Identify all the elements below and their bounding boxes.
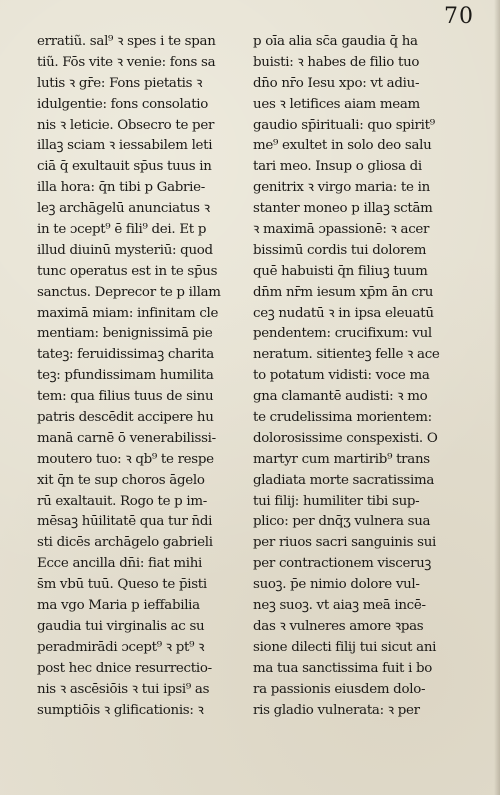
text-line: tateꝫ: feruidissimaꝫ charita [37, 347, 214, 363]
text-line: tem: qua filius tuus de sinu [37, 389, 214, 405]
text-line: sanctus. Deprecor te p illam [37, 284, 221, 300]
text-line: dn̄o nr̄o Iesu xpo: vt adiu- [253, 75, 420, 91]
text-line: to potatum vidisti: voce ma [253, 368, 430, 384]
text-line: gladiata morte sacratissima [253, 472, 435, 488]
text-line: per riuos sacri sanguinis sui [253, 535, 437, 551]
text-line: illa hora: q̄n tibi p Gabrie- [37, 180, 205, 196]
text-line: manā carnē ō venerabilissi- [37, 430, 216, 446]
text-line: ma vgo Maria p ieffabilia [37, 598, 200, 614]
text-line: teꝫ: pfundissimam humilita [37, 368, 214, 384]
text-line: illaꝫ sciam ꝛ iessabilem leti [37, 138, 213, 154]
text-line: neratum. sitienteꝫ felle ꝛ ace [253, 347, 440, 363]
text-line: Ecce ancilla dn̄i: fiat mihi [37, 556, 203, 572]
text-line: ciā q̄ exultauit sp̄us tuus in [37, 159, 212, 175]
text-line: buisti: ꝛ habes de filio tuo [253, 54, 420, 70]
text-line: tari meo. Insup o gliosa di [253, 159, 422, 175]
text-line: neꝫ suoꝫ. vt aiaꝫ meā incē- [253, 598, 426, 614]
text-line: sti dicēs archāgelo gabrieli [37, 535, 213, 551]
text-line: ma tua sanctissima fuit i bo [253, 660, 433, 676]
text-line: plico: per dnq̄ʒ vulnera sua [253, 514, 431, 530]
text-line: te crudelissima morientem: [253, 410, 432, 426]
text-line: genitrix ꝛ virgo maria: te in [253, 180, 430, 196]
text-line: peradmirādi ɔcept⁹ ꝛ pt⁹ ꝛ [37, 639, 205, 655]
text-line: tiũ. Fōs vite ꝛ venie: fons sa [37, 54, 216, 70]
text-line: gaudia tui virginalis ac su [37, 618, 205, 634]
text-line: post hec dnice resurrectio- [37, 660, 212, 676]
text-line: tunc operatus est in te sp̄us [37, 263, 218, 279]
text-line: nis ꝛ leticie. Obsecro te per [37, 117, 215, 133]
text-line: patris descēdit accipere hu [37, 410, 214, 426]
text-line: lutis ꝛ gr̄e: Fons pietatis ꝛ [37, 75, 203, 91]
text-line: das ꝛ vulneres amore ꝛpas [253, 618, 424, 634]
text-line: bissimū cordis tui dolorem [253, 242, 427, 258]
text-line: sione dilecti filij tui sicut ani [253, 639, 437, 655]
text-line: ꝛ maximā ɔpassionē: ꝛ acer [253, 222, 430, 238]
text-line: s̄m vbū tuū. Queso te p̄isti [37, 577, 207, 593]
text-line: maximā miam: infinitam cle [37, 305, 219, 321]
text-line: mēsaꝫ hūilitatē qua tur n̄di [37, 514, 213, 530]
folio-number: 70 [444, 4, 474, 29]
text-line: xit q̄n te sup choros āgelo [37, 472, 205, 488]
text-line: nis ꝛ ascēsiōis ꝛ tui ipsi⁹ as [37, 681, 210, 697]
text-line: me⁹ exultet in solo deo salu [253, 138, 432, 154]
text-line: pendentem: crucifixum: vul [253, 326, 432, 342]
text-line: ceꝫ nudatū ꝛ in ipsa eleuatū [253, 305, 434, 321]
text-line: p oīa alia sc̄a gaudia q̄ ha [253, 34, 418, 49]
text-line: ra passionis eiusdem dolo- [253, 681, 426, 697]
text-line: illud diuinū mysteriū: quod [37, 242, 213, 258]
text-line: moutero tuo: ꝛ qb⁹ te respe [37, 451, 214, 467]
text-line: dn̄m nr̄m iesum xp̄m ān cru [253, 284, 434, 300]
text-line: per contractionem visceruꝫ [253, 556, 432, 572]
text-line: dolorosissime conspexisti. O [253, 430, 438, 446]
text-line: ris gladio vulnerata: ꝛ per [253, 702, 420, 718]
text-line: suoꝫ. p̄e nimio dolore vul- [253, 577, 420, 593]
text-line: quē habuisti q̄n filiuꝫ tuum [253, 263, 428, 279]
text-line: rū exaltauit. Rogo te p im- [37, 493, 208, 509]
text-line: mentiam: benignissimā pie [37, 326, 213, 342]
text-line: tui filij: humiliter tibi sup- [253, 493, 420, 509]
right-text-column [253, 32, 473, 721]
text-line: gna clamantē audisti: ꝛ mo [253, 389, 428, 405]
text-line: leꝫ archāgelū anunciatus ꝛ [37, 201, 210, 217]
text-line: gaudio sp̄irituali: quo spirit⁹ [253, 117, 435, 133]
text-line: ues ꝛ letifices aiam meam [253, 96, 420, 112]
text-line: sumptiōis ꝛ glificationis: ꝛ [37, 702, 204, 718]
text-line: in te ɔcept⁹ ē fili⁹ dei. Et p [37, 222, 207, 238]
text-line: stanter moneo p illaꝫ sctām [253, 201, 433, 217]
text-line: idulgentie: fons consolatio [37, 96, 209, 112]
page-edge-shadow [494, 0, 500, 795]
left-text-column [37, 32, 257, 721]
text-line: erratiũ. sal⁹ ꝛ spes i te span [37, 34, 216, 49]
text-line: martyr cum martirib⁹ trans [253, 451, 430, 467]
